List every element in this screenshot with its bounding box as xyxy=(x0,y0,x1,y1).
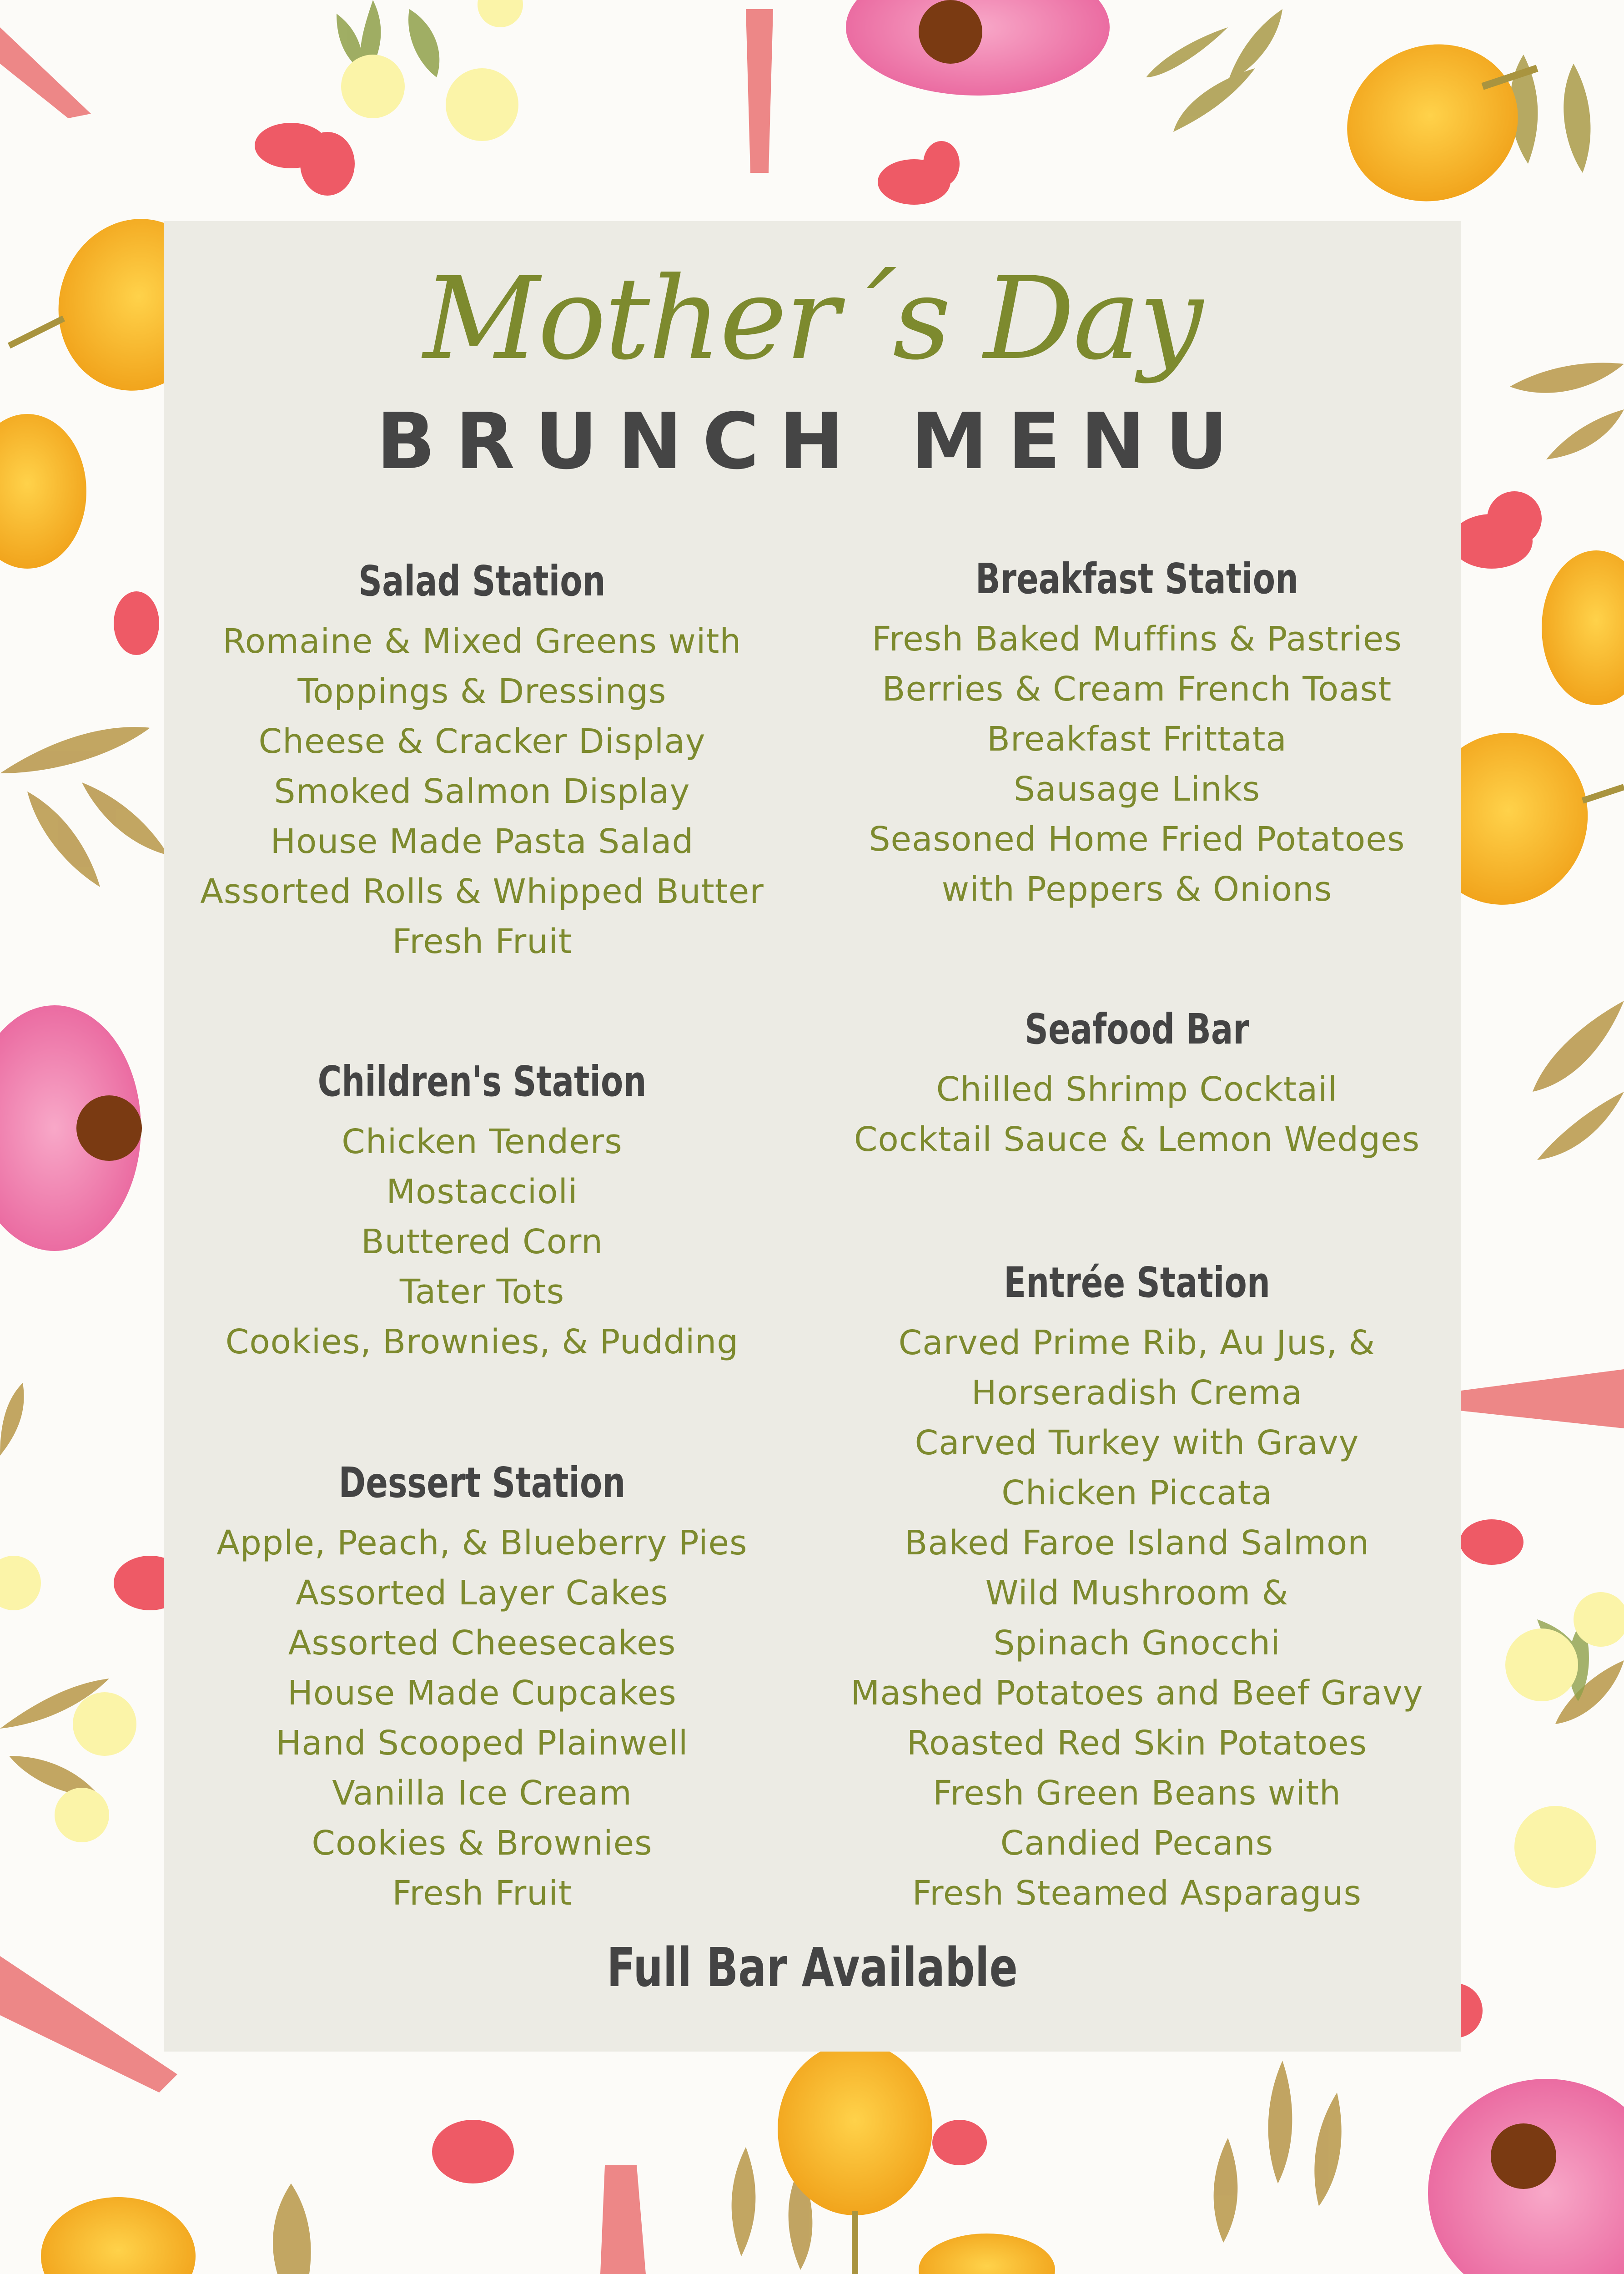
section-heading: Salad Station xyxy=(358,557,606,605)
orange-flower-top-right xyxy=(1325,20,1540,225)
section-dessert-station xyxy=(164,1459,800,1918)
menu-item: Hand Scooped Plainwell xyxy=(276,1724,689,1763)
menu-item: Vanilla Ice Cream xyxy=(332,1774,632,1813)
section-childrens-station xyxy=(164,1058,800,1367)
menu-item: Cheese & Cracker Display xyxy=(258,722,706,761)
item-list xyxy=(164,616,800,967)
orange-flower-right-upper xyxy=(1542,550,1624,705)
menu-item: Cocktail Sauce & Lemon Wedges xyxy=(854,1120,1420,1160)
menu-item: Fresh Baked Muffins & Pastries xyxy=(872,620,1402,659)
section-heading: Seafood Bar xyxy=(1025,1005,1249,1054)
menu-item: Carved Turkey with Gravy xyxy=(915,1423,1359,1463)
item-list xyxy=(164,1117,800,1367)
section-salad-station xyxy=(164,558,800,967)
butterfly-icon xyxy=(255,123,355,196)
menu-item: Chicken Tenders xyxy=(342,1122,623,1162)
orange-flower-bottom-mid xyxy=(919,2234,1055,2274)
menu-item: Spinach Gnocchi xyxy=(993,1624,1281,1663)
menu-item: Sausage Links xyxy=(1013,770,1261,809)
pink-plume-bottom-center xyxy=(600,2165,646,2274)
menu-item: House Made Pasta Salad xyxy=(270,822,694,862)
pink-plume-right xyxy=(1451,1369,1624,1428)
menu-item: Apple, Peach, & Blueberry Pies xyxy=(216,1523,748,1563)
menu-item: Roasted Red Skin Potatoes xyxy=(906,1724,1368,1763)
section-breakfast-station xyxy=(800,555,1473,914)
item-list xyxy=(800,614,1473,914)
menu-item: Romaine & Mixed Greens with xyxy=(222,622,742,661)
menu-item: Fresh Green Beans with xyxy=(933,1774,1341,1813)
butterfly-icon xyxy=(878,141,960,205)
menu-item: Mostaccioli xyxy=(386,1172,578,1212)
menu-item: Carved Prime Rib, Au Jus, & xyxy=(898,1323,1376,1363)
menu-panel xyxy=(164,221,1461,2052)
menu-item: Assorted Cheesecakes xyxy=(288,1624,676,1663)
section-heading: Entrée Station xyxy=(1004,1258,1270,1307)
menu-item: Toppings & Dressings xyxy=(297,672,667,711)
menu-item: Horseradish Crema xyxy=(971,1373,1303,1413)
menu-item: Baked Faroe Island Salmon xyxy=(904,1523,1370,1563)
menu-item: Cookies & Brownies xyxy=(312,1824,653,1863)
menu-item: House Made Cupcakes xyxy=(287,1674,677,1713)
butterfly-icon xyxy=(114,591,159,655)
title-script: Mother´s Day xyxy=(423,252,1202,385)
section-seafood-bar xyxy=(800,1006,1473,1165)
menu-item: Cookies, Brownies, & Pudding xyxy=(225,1322,739,1362)
menu-item: Breakfast Frittata xyxy=(987,720,1287,759)
menu-item: Buttered Corn xyxy=(361,1222,603,1262)
menu-item: Seasoned Home Fried Potatoes xyxy=(869,820,1405,859)
menu-item: Assorted Rolls & Whipped Butter xyxy=(200,872,764,912)
section-heading: Children's Station xyxy=(317,1057,647,1106)
pink-plume-bottom-left xyxy=(0,1956,177,2092)
pink-flower-bottom-right xyxy=(1428,2079,1624,2274)
menu-item: Tater Tots xyxy=(399,1272,565,1312)
menu-item: Candied Pecans xyxy=(1000,1824,1274,1863)
menu-item: Fresh Fruit xyxy=(392,1874,572,1913)
menu-item: Fresh Fruit xyxy=(392,922,572,962)
item-list xyxy=(164,1518,800,1918)
menu-item: Mashed Potatoes and Beef Gravy xyxy=(850,1674,1423,1713)
item-list xyxy=(800,1318,1473,1918)
butterfly-icon xyxy=(432,2120,514,2183)
butterfly-icon xyxy=(932,2120,987,2165)
pink-flower-top-center xyxy=(846,0,1110,96)
section-heading: Dessert Station xyxy=(338,1458,626,1507)
menu-item: Chicken Piccata xyxy=(1001,1473,1272,1513)
pink-flower-left-middle xyxy=(0,1005,142,1251)
section-heading: Breakfast Station xyxy=(975,555,1299,603)
menu-item: Fresh Steamed Asparagus xyxy=(912,1874,1362,1913)
menu-item: Smoked Salmon Display xyxy=(274,772,690,812)
pink-plume-top-center xyxy=(746,9,773,173)
orange-flower-bottom-left xyxy=(41,2197,196,2274)
section-entree-station xyxy=(800,1259,1473,1918)
menu-item: Wild Mushroom & xyxy=(985,1573,1289,1613)
orange-flower-left-edge xyxy=(0,414,86,569)
menu-item: Assorted Layer Cakes xyxy=(296,1573,669,1613)
menu-item: Chilled Shrimp Cocktail xyxy=(936,1070,1338,1109)
menu-item: Berries & Cream French Toast xyxy=(882,670,1392,709)
leaf-sprig-left xyxy=(0,727,168,1797)
menu-item: with Peppers & Onions xyxy=(941,870,1332,909)
page-title: BRUNCH MENU xyxy=(376,397,1248,487)
item-list xyxy=(800,1064,1473,1165)
footer-note: Full Bar Available xyxy=(607,1936,1018,1999)
pink-plume-top-left xyxy=(0,27,91,118)
